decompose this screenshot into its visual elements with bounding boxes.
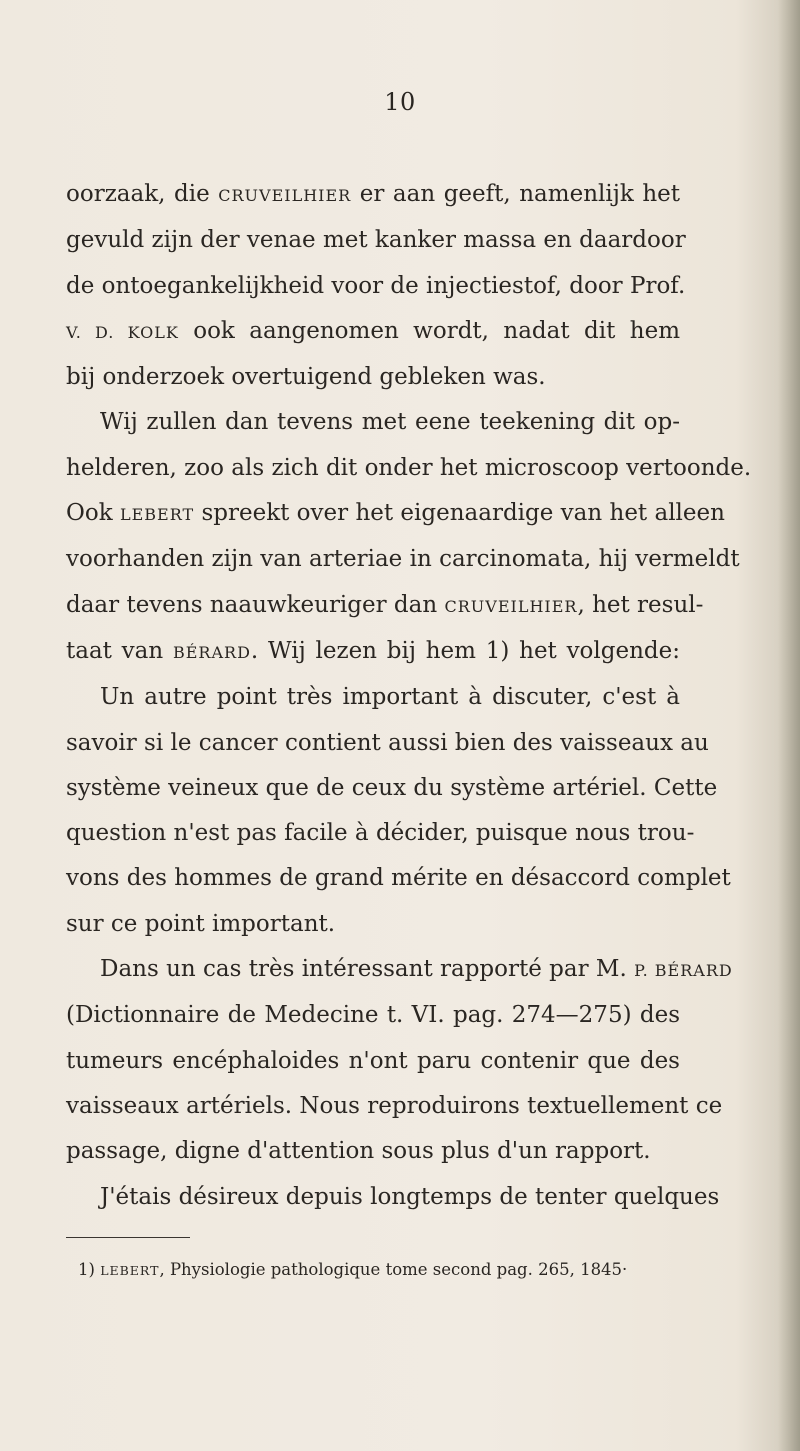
page-edge-shadow bbox=[778, 0, 800, 1451]
text-line bbox=[66, 1129, 680, 1174]
small-caps-name: V. D. KOLK bbox=[66, 322, 179, 342]
text-line bbox=[66, 1175, 720, 1220]
text-segment: voorhanden zijn van arteriae in carcinomata, hij vermeldt bbox=[66, 546, 740, 573]
text-line bbox=[66, 721, 709, 766]
text-line bbox=[66, 400, 680, 445]
text-segment: er aan geeft, namenlijk het bbox=[351, 181, 680, 207]
text-line bbox=[66, 675, 680, 720]
small-caps-name: CRUVEILHIER bbox=[444, 596, 578, 616]
text-line bbox=[66, 1039, 680, 1084]
text-line bbox=[66, 309, 680, 355]
text-line bbox=[66, 1084, 723, 1129]
text-line bbox=[66, 947, 733, 993]
text-segment: . Wij lezen bij hem 1) het volgende: bbox=[250, 637, 680, 664]
text-line bbox=[66, 491, 725, 537]
text-segment: ook aangenomen wordt, nadat dit hem bbox=[178, 317, 681, 344]
text-segment: Dans un cas très intéressant rapporté par M. bbox=[100, 956, 635, 983]
text-segment: gevuld zijn der venae met kanker massa en daardoor bbox=[66, 227, 686, 254]
text-segment: daar tevens naauwkeuriger dan bbox=[66, 591, 445, 618]
text-segment: de ontoegankelijkheid voor de injectiestof, door Prof. bbox=[66, 272, 686, 299]
text-segment: Un autre point très important à discuter, c'est à bbox=[100, 684, 680, 711]
text-line bbox=[66, 264, 686, 309]
text-segment: helderen, zoo als zich dit onder het microscoop vertoonde. bbox=[66, 454, 752, 481]
text-segment: sur ce point important. bbox=[66, 910, 336, 937]
text-line bbox=[66, 172, 680, 218]
text-segment: bij onderzoek overtuigend gebleken was. bbox=[66, 364, 546, 391]
text-line bbox=[66, 811, 695, 856]
text-line bbox=[66, 856, 731, 901]
body-text bbox=[66, 172, 752, 1220]
small-caps-name: LEBERT bbox=[119, 505, 195, 525]
text-line bbox=[66, 902, 680, 947]
text-segment: 1) bbox=[78, 1260, 101, 1279]
text-line bbox=[66, 766, 718, 811]
footnote bbox=[78, 1260, 627, 1279]
text-segment: , Physiologie pathologique tome second pag. 265, 1845· bbox=[159, 1260, 628, 1279]
text-segment: spreekt over het eigenaardige van het alleen bbox=[194, 500, 725, 527]
text-line bbox=[66, 218, 686, 263]
text-segment: tumeurs encéphaloides n'ont paru contenir que des bbox=[66, 1047, 680, 1074]
text-line bbox=[66, 583, 704, 629]
small-caps-name: BÉRARD bbox=[172, 642, 251, 662]
text-segment: vons des hommes de grand mérite en désaccord complet bbox=[66, 865, 731, 892]
text-segment: oorzaak, die bbox=[66, 181, 219, 207]
text-segment: savoir si le cancer contient aussi bien des vaisseaux au bbox=[66, 729, 709, 756]
text-segment: , het resul- bbox=[577, 591, 704, 618]
text-line bbox=[66, 537, 740, 582]
text-segment: système veineux que de ceux du système artériel. Cette bbox=[66, 774, 718, 801]
text-segment: taat van bbox=[66, 637, 173, 664]
text-segment: passage, digne d'attention sous plus d'un rapport. bbox=[66, 1138, 651, 1165]
small-caps-name: P. BÉRARD bbox=[634, 961, 733, 981]
text-line bbox=[66, 629, 680, 675]
page-number: 10 bbox=[384, 88, 416, 116]
text-segment: J'étais désireux depuis longtemps de tenter quelques bbox=[100, 1183, 720, 1210]
small-caps-name: LEBERT bbox=[100, 1263, 160, 1278]
text-line bbox=[66, 355, 680, 400]
text-segment: question n'est pas facile à décider, puisque nous trou- bbox=[66, 820, 695, 847]
footnote-rule bbox=[66, 1237, 190, 1238]
text-segment: Ook bbox=[66, 500, 120, 527]
text-segment: vaisseaux artériels. Nous reproduirons textuellement ce bbox=[66, 1092, 723, 1119]
small-caps-name: CRUVEILHIER bbox=[218, 186, 352, 205]
text-line bbox=[66, 993, 680, 1038]
text-segment: Wij zullen dan tevens met eene teekening dit op- bbox=[100, 409, 680, 436]
text-segment: (Dictionnaire de Medecine t. VI. pag. 274—275) des bbox=[66, 1002, 680, 1029]
text-line bbox=[66, 446, 752, 491]
